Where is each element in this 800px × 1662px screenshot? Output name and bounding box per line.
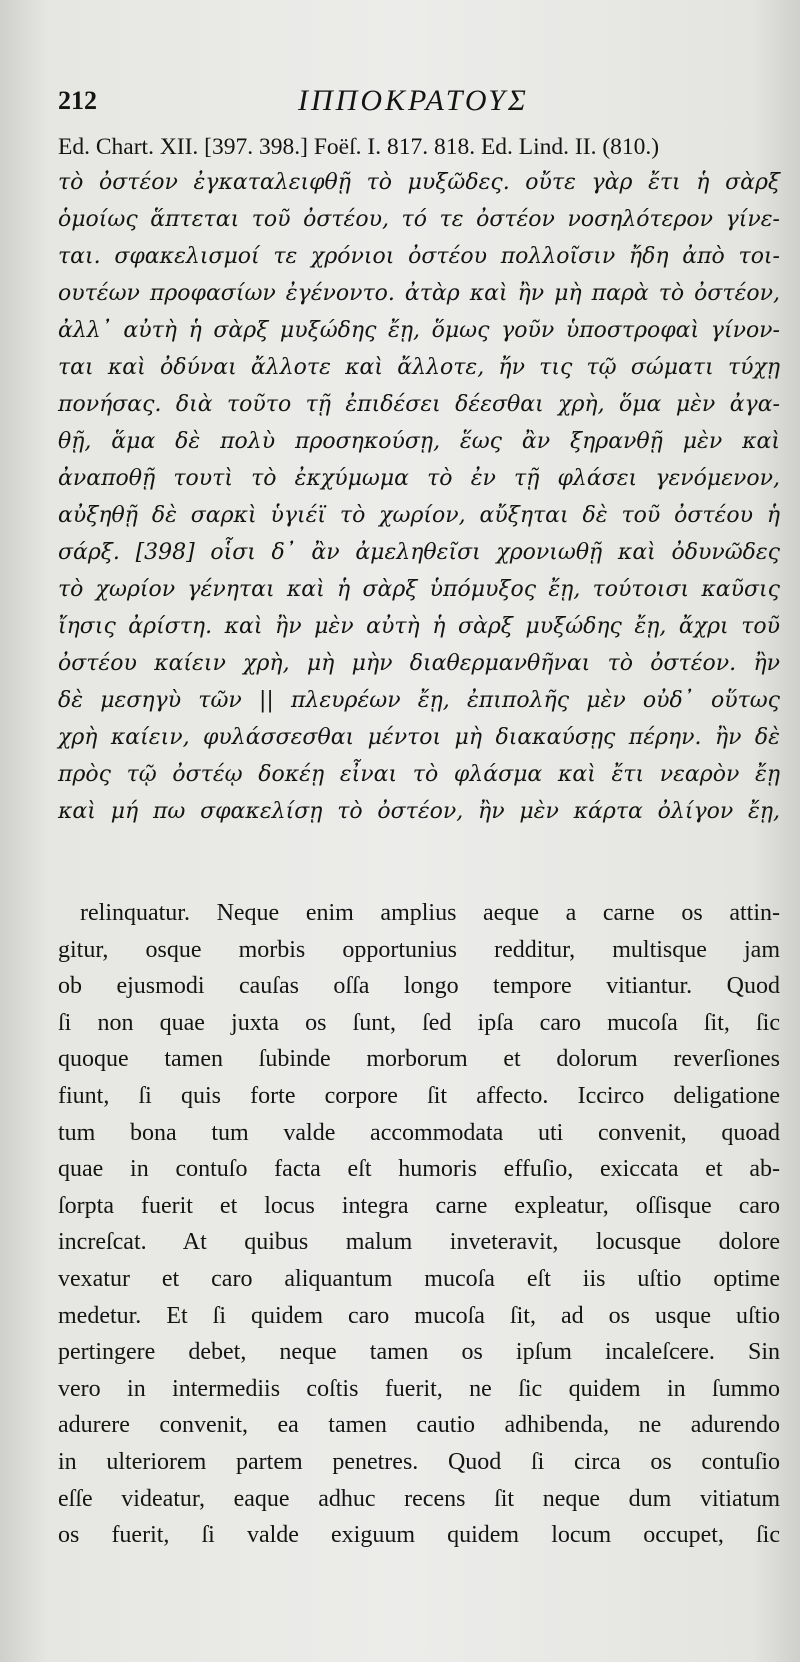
section-divider — [0, 872, 800, 874]
latin-line: increſcat. At quibus malum inveteravit, locusque dolore — [58, 1229, 780, 1256]
latin-line: tum bona tum valde accommodata uti convenit, quoad — [58, 1119, 780, 1146]
greek-line: αὐξηθῇ δὲ σαρκὶ ὑγιέϊ τὸ χωρίον, αὔξηται δὲ τοῦ ὀστέου ἡ — [58, 503, 780, 528]
greek-line: ἀλλ᾽ αὐτὴ ἡ σὰρξ μυξώδης ἔῃ, ὅμως γοῦν ὑποστροφαὶ γίνον- — [58, 318, 780, 343]
latin-line: quoque tamen ſubinde morborum et dolorum reverſiones — [58, 1046, 780, 1073]
greek-line: πονήσας. διὰ τοῦτο τῇ ἐπιδέσει δέεσθαι χρὴ, ὅμα μὲν ἀγα- — [58, 392, 780, 417]
latin-line: vexatur et caro aliquantum mucoſa eſt iis uſtio optime — [58, 1265, 780, 1292]
latin-line: relinquatur. Neque enim amplius aeque a carne os attin- — [80, 900, 780, 926]
latin-line: in ulteriorem partem penetres. Quod ſi circa os contuſio — [58, 1448, 780, 1475]
greek-line: ὀστέου καίειν χρὴ, μὴ μὴν διαθερμανθῆναι τὸ ὀστέον. ἢν — [58, 651, 780, 676]
running-head: ΙΠΠΟΚΡΑΤΟΥΣ — [298, 84, 529, 117]
greek-line: ται. σφακελισμοί τε χρόνιοι ὀστέου πολλοῖσιν ἤδη ἀπὸ τοι- — [58, 244, 780, 269]
greek-line: δὲ μεσηγὺ τῶν || πλευρέων ἔῃ, ἐπιπολῆς μὲν οὐδ᾽ οὕτως — [58, 688, 780, 713]
latin-line: adurere convenit, ea tamen cautio adhibenda, ne adurendo — [58, 1412, 780, 1439]
greek-line: τὸ ὀστέον ἐγκαταλειφθῇ τὸ μυξῶδες. οὔτε γὰρ ἔτι ἡ σὰρξ — [58, 170, 780, 195]
greek-line: πρὸς τῷ ὀστέῳ δοκέῃ εἶναι τὸ φλάσμα καὶ ἔτι νεαρὸν ἔῃ — [58, 762, 780, 787]
latin-line: os fuerit, ſi valde exiguum quidem locum occupet, ſic — [58, 1522, 780, 1549]
latin-line: medetur. Et ſi quidem caro mucoſa ſit, ad os usque uſtio — [58, 1302, 780, 1329]
latin-text-block — [58, 895, 780, 1554]
latin-line: pertingere debet, neque tamen os ipſum incaleſcere. Sin — [58, 1339, 780, 1366]
latin-line: gitur, osque morbis opportunius redditur, multisque jam — [58, 936, 780, 963]
greek-line: τὸ χωρίον γένηται καὶ ἡ σὰρξ ὑπόμυξος ἔῃ, τούτοισι καῦσις — [58, 577, 780, 602]
latin-line: quae in contuſo facta eſt humoris effuſio, exiccata et ab- — [58, 1156, 780, 1183]
page-number: 212 — [58, 86, 97, 115]
greek-line: ται καὶ ὀδύναι ἄλλοτε καὶ ἄλλοτε, ἤν τις τῷ σώματι τύχῃ — [58, 355, 780, 380]
greek-line: χρὴ καίειν, φυλάσσεσθαι μέντοι μὴ διακαύσῃς πέρην. ἢν δὲ — [58, 725, 780, 750]
greek-line: σάρξ. [398] οἷσι δ᾽ ἂν ἀμεληθεῖσι χρονιωθῇ καὶ ὀδυνῶδες — [58, 540, 780, 565]
latin-line: vero in intermediis coſtis fuerit, ne ſic quidem in ſummo — [58, 1375, 780, 1402]
edition-references: Ed. Chart. XII. [397. 398.] Foëſ. I. 817. 818. Ed. Lind. II. (810.) — [58, 134, 660, 160]
greek-line: ὁμοίως ἅπτεται τοῦ ὀστέου, τό τε ὀστέον νοσηλότερον γίνε- — [58, 207, 780, 232]
greek-line: καὶ μή πω σφακελίσῃ τὸ ὀστέον, ἢν μὲν κάρτα ὀλίγον ἔῃ, — [58, 799, 780, 824]
latin-line: fiunt, ſi quis forte corpore ſit affecto. Iccirco deligatione — [58, 1082, 780, 1109]
greek-text-block — [58, 164, 780, 830]
latin-line: eſſe videatur, eaque adhuc recens ſit neque dum vitiatum — [58, 1485, 780, 1512]
latin-line: ſorpta fuerit et locus integra carne expleatur, oſſisque caro — [58, 1192, 780, 1219]
latin-line: ſi non quae juxta os ſunt, ſed ipſa caro mucoſa ſit, ſic — [58, 1009, 780, 1036]
greek-line: ἴησις ἀρίστη. καὶ ἢν μὲν αὐτὴ ἡ σὰρξ μυξώδης ἔῃ, ἄχρι τοῦ — [58, 614, 780, 639]
page-header — [58, 86, 778, 120]
greek-line: ἀναποθῇ τουτὶ τὸ ἐκχύμωμα τὸ ἐν τῇ φλάσει γενόμενον, — [58, 466, 780, 491]
greek-line: ουτέων προφασίων ἐγένοντο. ἀτὰρ καὶ ἢν μὴ παρὰ τὸ ὀστέον, — [58, 281, 780, 306]
greek-line: θῇ, ἅμα δὲ πολὺ προσηκούσῃ, ἕως ἂν ξηρανθῇ μὲν καὶ — [58, 429, 780, 454]
latin-line: ob ejusmodi cauſas oſſa longo tempore vitiantur. Quod — [58, 973, 780, 1000]
